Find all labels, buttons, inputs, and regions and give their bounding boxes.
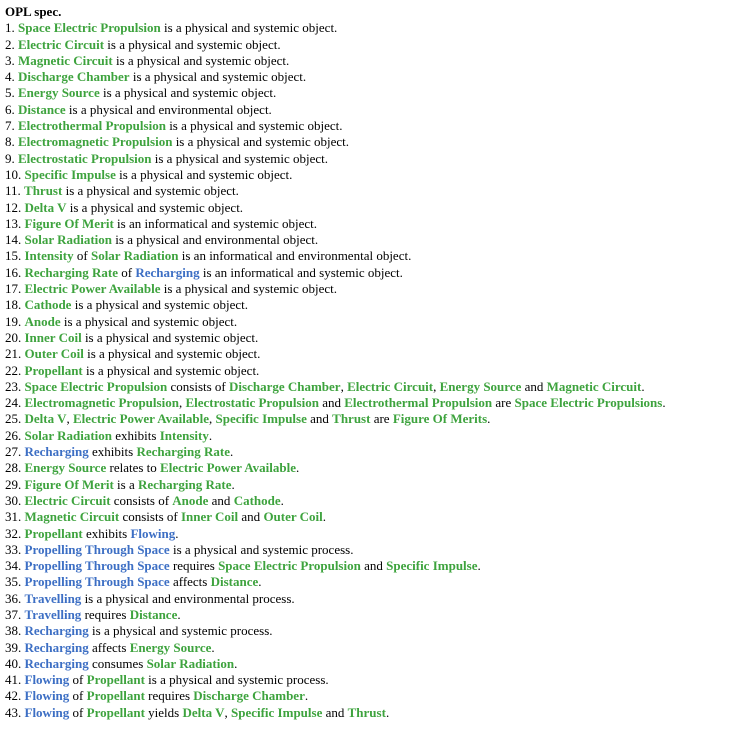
sentence-text: 17. [5, 281, 25, 297]
sentence-text: exhibits [112, 427, 160, 443]
sentence-text: and [322, 704, 348, 720]
opl-sentence [5, 705, 750, 721]
object-term: Electric Circuit [18, 36, 105, 52]
object-term: Recharging Rate [137, 476, 232, 492]
process-term: Flowing [24, 672, 70, 688]
opl-sentence [5, 558, 750, 574]
sentence-text: and [306, 411, 333, 427]
opl-sentence [5, 509, 750, 525]
object-term: Specific Impulse [24, 166, 116, 182]
object-term: Delta V [24, 199, 67, 215]
sentence-text: , [433, 378, 440, 394]
sentence-text: . [487, 411, 491, 427]
sentence-text: . [175, 525, 179, 541]
sentence-text: of [118, 264, 136, 280]
sentence-text: . [296, 460, 300, 476]
sentence-text: is a physical and systemic object. [104, 36, 281, 52]
opl-sentence [5, 493, 750, 509]
object-term: Solar Radiation [24, 427, 113, 443]
object-term: Energy Source [439, 378, 522, 394]
object-term: Distance [210, 574, 259, 590]
sentence-text: exhibits [88, 444, 137, 460]
object-term: Propellant [24, 525, 83, 541]
sentence-text: 14. [5, 232, 25, 248]
object-term: Magnetic Circuit [546, 378, 642, 394]
sentence-text: consists of [119, 509, 181, 525]
sentence-text: is an informatical and systemic object. [113, 215, 318, 231]
object-term: Discharge Chamber [193, 688, 305, 704]
sentence-text: is a physical and environmental object. [112, 232, 319, 248]
sentence-text: 7. [5, 118, 18, 134]
opl-sentence [5, 411, 750, 427]
sentence-text: is an informatical and systemic object. [199, 264, 403, 280]
process-term: Travelling [24, 590, 82, 606]
opl-sentence [5, 672, 750, 688]
sentence-text: 5. [5, 85, 18, 101]
object-term: Thrust [332, 411, 371, 427]
page-title: OPL spec. [5, 4, 62, 19]
object-term: Specific Impulse [230, 704, 323, 720]
sentence-text: . [641, 378, 645, 394]
sentence-text: . [477, 558, 481, 574]
object-term: Propellant [24, 362, 83, 378]
sentence-text: is a physical and systemic object. [151, 150, 329, 166]
sentence-text: is a physical and systemic object. [60, 313, 238, 329]
sentence-text: 9. [5, 150, 18, 166]
process-term: Propelling Through Space [24, 574, 170, 590]
sentence-text: is a physical and systemic object. [81, 329, 259, 345]
object-term: Energy Source [18, 85, 100, 101]
sentence-text: consumes [88, 655, 147, 671]
sentence-text: , [224, 704, 231, 720]
sentence-text: , [340, 378, 348, 394]
sentence-text: is a physical and systemic process. [144, 672, 329, 688]
sentence-text: 8. [5, 134, 18, 150]
object-term: Discharge Chamber [229, 378, 341, 394]
opl-sentence [5, 200, 750, 216]
object-term: Propellant [86, 704, 145, 720]
sentence-text: . [208, 427, 213, 443]
object-term: Electromagnetic Propulsion [18, 134, 173, 150]
sentence-text: consists of [167, 378, 230, 394]
object-term: Magnetic Circuit [24, 509, 120, 525]
sentence-text: is a [113, 476, 138, 492]
sentence-text: is a physical and systemic object. [83, 346, 261, 362]
opl-sentence [5, 265, 750, 281]
process-term: Propelling Through Space [24, 558, 170, 574]
object-term: Recharging Rate [136, 444, 230, 460]
object-term: Anode [172, 492, 209, 508]
sentence-text: are [370, 411, 393, 427]
sentence-text: 41. [5, 672, 25, 688]
sentence-text: , [209, 411, 216, 427]
sentence-text: requires [169, 558, 219, 574]
sentence-text: 15. [5, 248, 25, 264]
sentence-text: of [73, 248, 91, 264]
sentence-text: 6. [5, 101, 18, 117]
opl-sentence [5, 526, 750, 542]
opl-sentence [5, 428, 750, 444]
opl-sentence [5, 37, 750, 53]
sentence-text: is a physical and systemic object. [66, 199, 244, 215]
sentence-text: is a physical and systemic object. [160, 20, 338, 36]
object-term: Space Electric Propulsions [514, 395, 663, 411]
sentence-text: of [69, 672, 87, 688]
sentence-text: are [492, 395, 515, 411]
process-term: Recharging [24, 444, 89, 460]
sentence-text: of [69, 688, 87, 704]
sentence-text: affects [169, 574, 211, 590]
object-term: Inner Coil [180, 509, 239, 525]
process-term: Flowing [130, 525, 176, 541]
sentence-text: and [318, 395, 345, 411]
sentence-text: affects [88, 639, 130, 655]
sentence-text: 26. [5, 427, 25, 443]
process-term: Recharging [24, 655, 89, 671]
object-term: Figure Of Merits [392, 411, 488, 427]
object-term: Electric Circuit [347, 378, 434, 394]
object-term: Electric Power Available [24, 281, 161, 297]
sentence-text: 21. [5, 346, 25, 362]
sentence-text: . [211, 639, 215, 655]
sentence-text: 42. [5, 688, 25, 704]
sentence-text: . [177, 606, 181, 622]
opl-sentence [5, 460, 750, 476]
sentence-text: 32. [5, 525, 25, 541]
object-term: Solar Radiation [146, 655, 235, 671]
sentence-text: 13. [5, 215, 25, 231]
opl-sentence [5, 216, 750, 232]
object-term: Recharging Rate [24, 264, 119, 280]
opl-sentence [5, 297, 750, 313]
sentence-text: 20. [5, 329, 25, 345]
object-term: Thrust [347, 704, 386, 720]
object-term: Intensity [159, 427, 209, 443]
opl-sentence [5, 363, 750, 379]
opl-sentence [5, 118, 750, 134]
sentence-text: 35. [5, 574, 25, 590]
object-term: Electric Circuit [24, 492, 111, 508]
opl-sentence [5, 656, 750, 672]
opl-sentence [5, 444, 750, 460]
sentence-text: 34. [5, 558, 25, 574]
process-term: Flowing [24, 704, 70, 720]
sentence-text: is a physical and systemic object. [172, 134, 349, 150]
sentence-text: is a physical and systemic object. [112, 52, 290, 68]
sentence-text: is an informatical and environmental object. [178, 248, 412, 264]
object-term: Electrothermal Propulsion [344, 395, 493, 411]
sentence-text: 11. [5, 183, 25, 199]
object-term: Distance [18, 101, 66, 117]
object-term: Space Electric Propulsion [18, 20, 161, 36]
opl-sentence [5, 477, 750, 493]
sentence-text: 36. [5, 590, 25, 606]
object-term: Electric Power Available [160, 460, 297, 476]
object-term: Electromagnetic Propulsion [24, 395, 179, 411]
sentence-text: and [238, 509, 264, 525]
object-term: Solar Radiation [90, 248, 179, 264]
opl-sentence [5, 281, 750, 297]
object-term: Delta V [24, 411, 67, 427]
object-term: Specific Impulse [215, 411, 307, 427]
sentence-text: is a physical and systemic object. [129, 69, 307, 85]
sentence-text: . [280, 492, 284, 508]
object-term: Cathode [24, 297, 72, 313]
sentence-text: is a physical and systemic object. [62, 183, 239, 199]
sentence-text: is a physical and systemic object. [71, 297, 248, 313]
sentence-text: 12. [5, 199, 25, 215]
opl-sentence [5, 167, 750, 183]
sentence-text: 1. [5, 20, 18, 36]
object-term: Discharge Chamber [18, 69, 130, 85]
opl-sentence [5, 330, 750, 346]
process-term: Flowing [24, 688, 70, 704]
object-term: Space Electric Propulsion [218, 558, 361, 574]
object-term: Delta V [182, 704, 225, 720]
sentence-text: is a physical and systemic object. [165, 118, 343, 134]
sentence-text: and [521, 378, 547, 394]
opl-sentence-list [5, 20, 750, 721]
sentence-text: , [66, 411, 74, 427]
sentence-text: 16. [5, 264, 25, 280]
opl-sentence [5, 591, 750, 607]
object-term: Specific Impulse [386, 558, 478, 574]
object-term: Energy Source [24, 460, 107, 476]
sentence-text: 31. [5, 509, 25, 525]
sentence-text: 33. [5, 541, 25, 557]
opl-sentence [5, 232, 750, 248]
sentence-text: requires [81, 606, 130, 622]
sentence-text: 22. [5, 362, 25, 378]
object-term: Intensity [24, 248, 74, 264]
object-term: Propellant [86, 688, 145, 704]
opl-sentence [5, 69, 750, 85]
sentence-text: is a physical and systemic object. [160, 281, 338, 297]
process-term: Travelling [24, 606, 82, 622]
opl-sentence [5, 20, 750, 36]
object-term: Figure Of Merit [24, 476, 114, 492]
object-term: Thrust [24, 183, 63, 199]
opl-sentence [5, 542, 750, 558]
opl-sentence [5, 53, 750, 69]
sentence-text: 40. [5, 655, 25, 671]
sentence-text: 43. [5, 704, 25, 720]
sentence-text: is a physical and environmental process. [81, 590, 295, 606]
object-term: Figure Of Merit [24, 215, 114, 231]
opl-sentence [5, 183, 750, 199]
sentence-text: 39. [5, 639, 25, 655]
sentence-text: 10. [5, 166, 25, 182]
sentence-text: is a physical and systemic process. [169, 541, 354, 557]
process-term: Recharging [24, 639, 89, 655]
sentence-text: yields [144, 704, 183, 720]
sentence-text: and [360, 558, 387, 574]
opl-sentence [5, 395, 750, 411]
opl-sentence [5, 607, 750, 623]
object-term: Electrothermal Propulsion [18, 118, 166, 134]
opl-sentence [5, 379, 750, 395]
sentence-text: . [229, 444, 234, 460]
process-term: Recharging [24, 623, 89, 639]
object-term: Distance [129, 606, 178, 622]
sentence-text: . [385, 704, 390, 720]
object-term: Solar Radiation [24, 232, 113, 248]
object-term: Magnetic Circuit [18, 52, 113, 68]
sentence-text: and [208, 492, 234, 508]
sentence-text: 4. [5, 69, 18, 85]
sentence-text: 23. [5, 378, 25, 394]
object-term: Cathode [233, 492, 281, 508]
sentence-text: is a physical and systemic object. [99, 85, 277, 101]
sentence-text: . [258, 574, 262, 590]
object-term: Propellant [86, 672, 145, 688]
sentence-text: 2. [5, 36, 18, 52]
opl-sentence [5, 85, 750, 101]
sentence-text: is a physical and environmental object. [65, 101, 272, 117]
sentence-text: is a physical and systemic object. [82, 362, 260, 378]
sentence-text: 27. [5, 444, 25, 460]
sentence-text: 19. [5, 313, 25, 329]
sentence-text: is a physical and systemic object. [115, 166, 293, 182]
opl-sentence [5, 151, 750, 167]
process-term: Propelling Through Space [24, 541, 170, 557]
opl-sentence [5, 134, 750, 150]
sentence-text: . [234, 655, 238, 671]
sentence-text: . [662, 395, 666, 411]
opl-sentence [5, 640, 750, 656]
sentence-text: 28. [5, 460, 25, 476]
sentence-text: of [69, 704, 87, 720]
process-term: Recharging [135, 264, 200, 280]
opl-sentence [5, 688, 750, 704]
object-term: Anode [24, 313, 61, 329]
object-term: Space Electric Propulsion [24, 378, 168, 394]
sentence-text: requires [144, 688, 194, 704]
opl-sentence [5, 314, 750, 330]
object-term: Outer Coil [24, 346, 84, 362]
sentence-text: . [231, 476, 235, 492]
sentence-text: exhibits [82, 525, 131, 541]
object-term: Inner Coil [24, 329, 82, 345]
sentence-text: 24. [5, 395, 25, 411]
sentence-text: 18. [5, 297, 25, 313]
object-term: Electric Power Available [73, 411, 209, 427]
opl-sentence [5, 248, 750, 264]
sentence-text: 25. [5, 411, 25, 427]
sentence-text: 37. [5, 606, 25, 622]
opl-sentence [5, 623, 750, 639]
opl-sentence [5, 574, 750, 590]
object-term: Outer Coil [263, 509, 323, 525]
opl-sentence [5, 102, 750, 118]
object-term: Energy Source [129, 639, 212, 655]
object-term: Electrostatic Propulsion [18, 150, 152, 166]
sentence-text: , [178, 395, 186, 411]
sentence-text: consists of [110, 492, 173, 508]
sentence-text: . [322, 509, 327, 525]
sentence-text: is a physical and systemic process. [88, 623, 273, 639]
sentence-text: . [304, 688, 309, 704]
sentence-text: 29. [5, 476, 25, 492]
opl-sentence [5, 346, 750, 362]
sentence-text: 38. [5, 623, 25, 639]
sentence-text: 3. [5, 52, 18, 68]
object-term: Electrostatic Propulsion [185, 395, 319, 411]
sentence-text: 30. [5, 492, 25, 508]
sentence-text: relates to [106, 460, 161, 476]
